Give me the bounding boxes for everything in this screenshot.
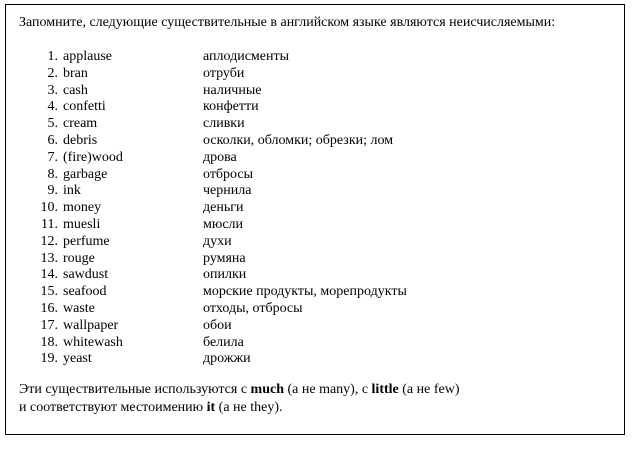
russian-translation: чернила [203,183,252,199]
english-word: seafood [63,284,107,300]
russian-translation: конфетти [203,99,259,115]
document-frame [5,4,625,435]
english-word: cash [63,82,88,98]
russian-translation: опилки [203,267,247,283]
list-item [6,200,624,217]
english-word: yeast [63,351,92,367]
item-number: 9. [47,183,58,199]
list-item [6,351,624,368]
item-number: 8. [47,166,58,182]
item-number: 12. [40,233,58,249]
english-word: wallpaper [63,317,119,333]
list-item [6,284,624,301]
note-text: Эти существительные используются с [19,382,251,397]
russian-translation: обои [203,317,232,333]
item-number: 10. [40,200,58,216]
russian-translation: дрова [203,149,237,165]
list-item [6,183,624,200]
english-word: whitewash [63,334,123,350]
russian-translation: отходы, отбросы [203,300,303,316]
russian-translation: сливки [203,116,245,132]
list-item [6,99,624,116]
note-text: (а не many), с [283,382,372,397]
item-number: 2. [47,65,58,81]
note-keyword-it: it [206,400,216,415]
item-number: 14. [40,267,58,283]
item-number: 4. [47,99,58,115]
english-word: rouge [63,250,95,266]
item-number: 15. [40,284,58,300]
list-item [6,217,624,234]
list-item [6,116,624,133]
list-item [6,133,624,150]
item-number: 13. [40,250,58,266]
list-item [6,318,624,335]
list-item [6,66,624,83]
russian-translation: аплодисменты [203,49,290,64]
note-text: и соответствуют местоимению [19,400,207,415]
english-word: ink [63,183,81,199]
item-number: 7. [47,149,58,165]
english-word: sawdust [63,267,109,283]
item-number: 5. [47,116,58,132]
russian-translation: наличные [203,82,262,98]
russian-translation: белила [203,334,244,350]
english-word: applause [63,49,112,64]
english-word: confetti [63,99,106,115]
english-word: garbage [63,166,108,182]
english-word: debris [63,132,98,148]
english-word: (fire)wood [63,149,123,165]
russian-translation: осколки, обломки; обрезки; лом [203,132,394,148]
list-item [6,49,624,66]
english-word: cream [63,116,98,132]
english-word: money [63,200,102,216]
russian-translation: румяна [203,250,246,266]
item-number: 17. [40,317,58,333]
item-number: 1. [47,49,58,64]
uncountable-nouns-list [6,49,624,368]
item-number: 3. [47,82,58,98]
item-number: 19. [40,351,58,367]
note-keyword-little: little [371,382,399,397]
list-item [6,335,624,352]
russian-translation: дрожжи [203,351,251,367]
usage-note [19,381,460,417]
list-item [6,267,624,284]
list-item [6,167,624,184]
russian-translation: мюсли [203,216,244,232]
english-word: waste [63,300,95,316]
russian-translation: духи [203,233,232,249]
russian-translation: морские продукты, морепродукты [203,284,407,300]
note-text: (а не few) [398,382,460,397]
english-word: muesli [63,216,101,232]
item-number: 11. [41,216,58,232]
russian-translation: деньги [203,200,244,216]
english-word: bran [63,65,88,81]
list-item [6,83,624,100]
list-item [6,234,624,251]
note-text: (а не they). [215,400,283,415]
list-item [6,301,624,318]
russian-translation: отруби [203,65,245,81]
item-number: 18. [40,334,58,350]
english-word: perfume [63,233,110,249]
russian-translation: отбросы [203,166,254,182]
list-item [6,251,624,268]
item-number: 16. [40,300,58,316]
note-keyword-much: much [250,382,284,397]
item-number: 6. [47,132,58,148]
intro-text: Запомните, следующие существительные в английском языке являются неисчисляемыми: [19,15,556,30]
list-item [6,150,624,167]
